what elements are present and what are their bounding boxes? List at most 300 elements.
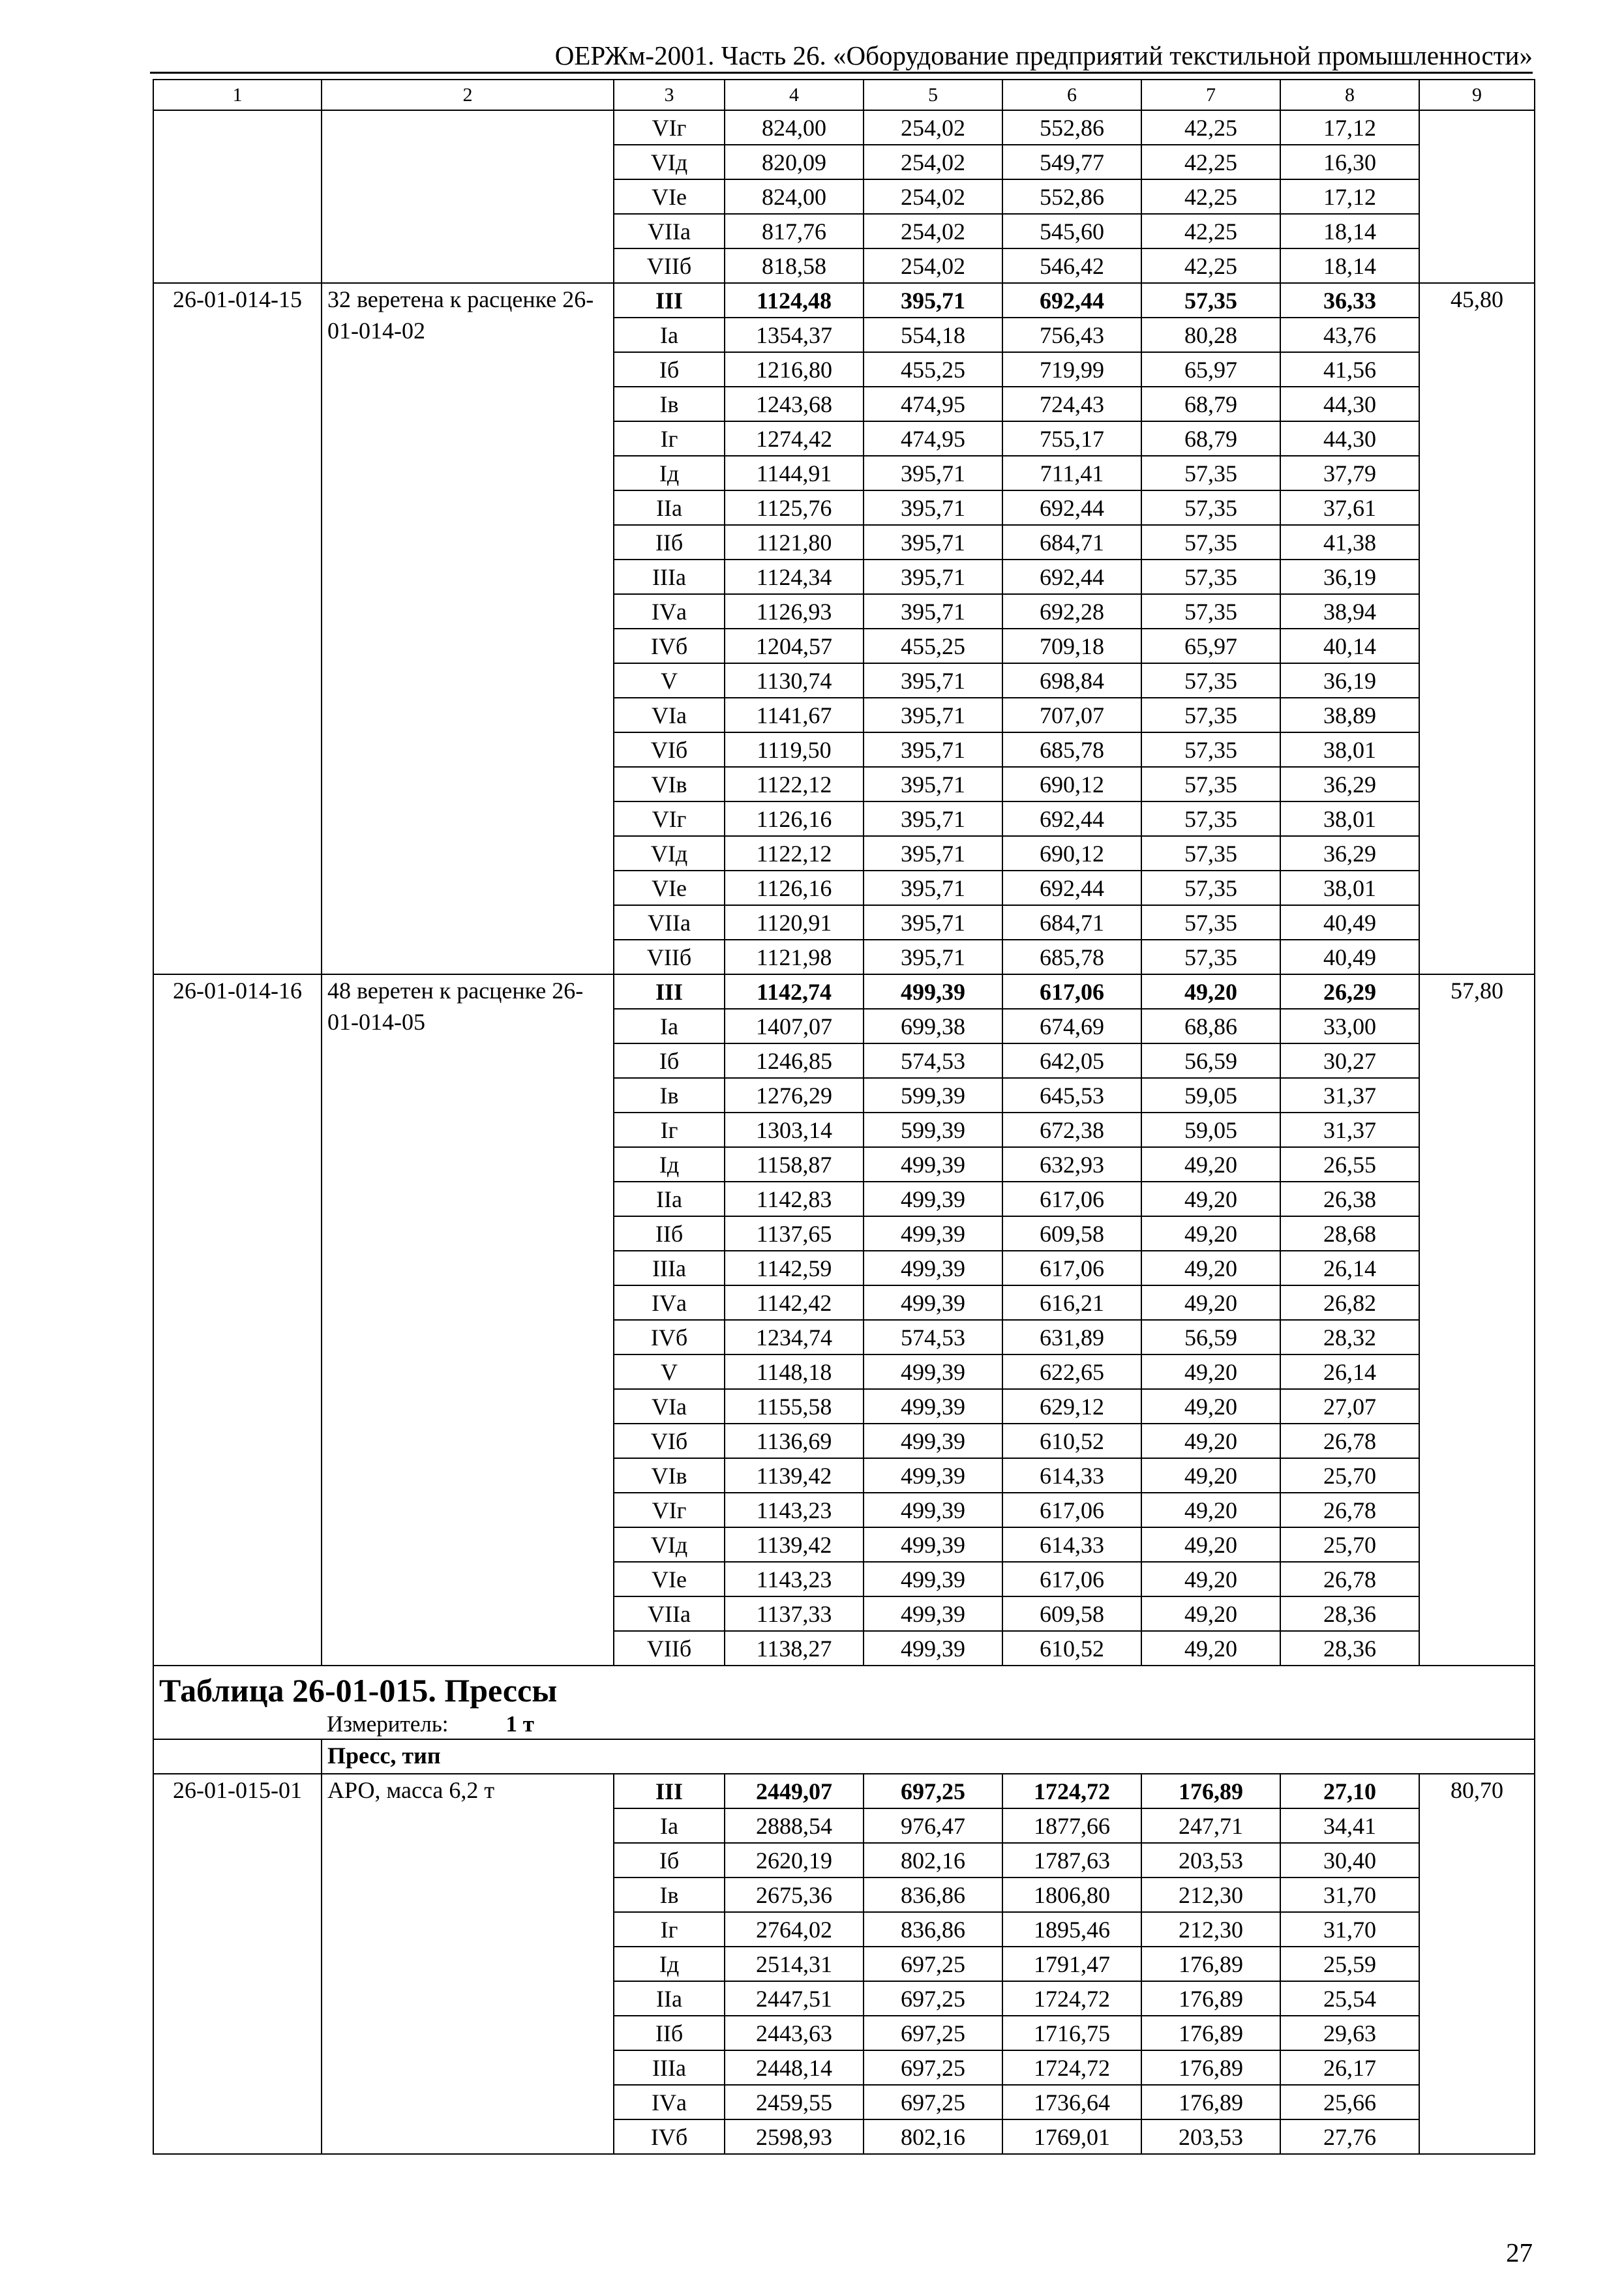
subheading-row [153,1739,1535,1774]
value-cell: 1787,63 [1002,1843,1141,1878]
value-cell: 685,78 [1002,732,1141,767]
value-cell: 1407,07 [725,1009,864,1043]
value-cell: 57,35 [1141,490,1280,525]
value-cell: 2514,31 [725,1947,864,1981]
value-cell: 499,39 [864,1251,1002,1285]
region-code: III [614,283,725,318]
value-cell: 26,78 [1280,1493,1419,1527]
meter-line [154,1709,1534,1739]
rates-table [153,79,1535,2155]
value-cell: 692,44 [1002,801,1141,836]
rate-code [153,110,322,283]
value-cell: 38,89 [1280,698,1419,732]
value-cell: 49,20 [1141,1285,1280,1320]
value-cell: 692,28 [1002,594,1141,629]
value-cell: 38,01 [1280,871,1419,905]
region-code: Iа [614,318,725,352]
value-cell: 247,71 [1141,1808,1280,1843]
region-code: VIIа [614,214,725,248]
region-code: VIг [614,801,725,836]
column-number: 7 [1141,80,1280,110]
section-header [153,1666,1535,1739]
region-code: IIб [614,2016,725,2050]
value-cell: 499,39 [864,1182,1002,1216]
region-code: IVб [614,1320,725,1354]
region-code: IIIа [614,2050,725,2085]
value-cell: 28,36 [1280,1631,1419,1666]
value-cell: 49,20 [1141,1458,1280,1493]
value-cell: 609,58 [1002,1596,1141,1631]
value-cell: 629,12 [1002,1389,1141,1424]
value-cell: 1141,67 [725,698,864,732]
value-cell: 820,09 [725,145,864,179]
value-cell: 395,71 [864,283,1002,318]
value-cell: 49,20 [1141,974,1280,1009]
value-cell: 1204,57 [725,629,864,663]
value-cell: 554,18 [864,318,1002,352]
region-code: IVа [614,2085,725,2119]
table-row [153,974,1535,1009]
value-cell: 574,53 [864,1320,1002,1354]
value-cell: 57,35 [1141,836,1280,871]
region-code: VIIб [614,1631,725,1666]
value-cell: 49,20 [1141,1596,1280,1631]
value-cell: 26,55 [1280,1147,1419,1182]
value-cell: 57,35 [1141,663,1280,698]
value-cell: 617,06 [1002,1493,1141,1527]
value-cell: 474,95 [864,387,1002,421]
value-cell: 1806,80 [1002,1878,1141,1912]
value-cell: 254,02 [864,179,1002,214]
value-cell: 1143,23 [725,1562,864,1596]
value-cell: 692,44 [1002,871,1141,905]
value-cell: 395,71 [864,525,1002,560]
value-cell: 719,99 [1002,352,1141,387]
value-cell: 1142,74 [725,974,864,1009]
value-cell: 1243,68 [725,387,864,421]
region-code: IIб [614,525,725,560]
value-cell: 40,49 [1280,905,1419,940]
value-cell: 36,19 [1280,663,1419,698]
value-cell: 2448,14 [725,2050,864,2085]
region-code: VIд [614,836,725,871]
value-cell: 65,97 [1141,352,1280,387]
value-cell: 499,39 [864,1458,1002,1493]
value-cell: 692,44 [1002,560,1141,594]
value-cell: 176,89 [1141,2016,1280,2050]
value-cell: 176,89 [1141,2050,1280,2085]
value-cell: 49,20 [1141,1251,1280,1285]
region-code: VIе [614,179,725,214]
value-cell: 1137,33 [725,1596,864,1631]
value-cell: 1736,64 [1002,2085,1141,2119]
value-cell: 1136,69 [725,1424,864,1458]
value-cell: 614,33 [1002,1458,1141,1493]
value-cell: 25,70 [1280,1527,1419,1562]
value-cell: 617,06 [1002,1251,1141,1285]
rate-code: 26-01-015-01 [153,1774,322,2154]
region-code: Iд [614,456,725,490]
meter-unit: 1 т [505,1711,534,1737]
value-cell: 42,25 [1141,179,1280,214]
column-9-value [1419,110,1535,283]
value-cell: 642,05 [1002,1043,1141,1078]
value-cell: 395,71 [864,456,1002,490]
rate-code: 26-01-014-16 [153,974,322,1666]
value-cell: 42,25 [1141,248,1280,283]
value-cell: 254,02 [864,248,1002,283]
value-cell: 697,25 [864,1947,1002,1981]
value-cell: 1124,34 [725,560,864,594]
value-cell: 26,78 [1280,1424,1419,1458]
value-cell: 1122,12 [725,836,864,871]
value-cell: 31,70 [1280,1912,1419,1947]
value-cell: 1142,59 [725,1251,864,1285]
value-cell: 57,35 [1141,767,1280,801]
value-cell: 49,20 [1141,1424,1280,1458]
value-cell: 176,89 [1141,1981,1280,2016]
value-cell: 212,30 [1141,1912,1280,1947]
value-cell: 25,59 [1280,1947,1419,1981]
value-cell: 549,77 [1002,145,1141,179]
value-cell: 57,35 [1141,594,1280,629]
value-cell: 802,16 [864,1843,1002,1878]
value-cell: 616,21 [1002,1285,1141,1320]
value-cell: 26,17 [1280,2050,1419,2085]
value-cell: 2764,02 [725,1912,864,1947]
value-cell: 57,35 [1141,456,1280,490]
value-cell: 49,20 [1141,1389,1280,1424]
table-row [153,1774,1535,1808]
value-cell: 36,33 [1280,283,1419,318]
value-cell: 499,39 [864,1527,1002,1562]
value-cell: 203,53 [1141,1843,1280,1878]
value-cell: 2620,19 [725,1843,864,1878]
value-cell: 499,39 [864,974,1002,1009]
region-code: IIб [614,1216,725,1251]
value-cell: 2598,93 [725,2119,864,2154]
value-cell: 28,68 [1280,1216,1419,1251]
region-code: VIб [614,732,725,767]
value-cell: 1877,66 [1002,1808,1141,1843]
value-cell: 44,30 [1280,387,1419,421]
table-row [153,110,1535,145]
value-cell: 33,00 [1280,1009,1419,1043]
region-code: VIIа [614,905,725,940]
value-cell: 68,79 [1141,387,1280,421]
value-cell: 709,18 [1002,629,1141,663]
value-cell: 59,05 [1141,1078,1280,1113]
value-cell: 499,39 [864,1562,1002,1596]
column-number: 8 [1280,80,1419,110]
value-cell: 1120,91 [725,905,864,940]
value-cell: 1276,29 [725,1078,864,1113]
column-number: 3 [614,80,725,110]
rate-code: 26-01-014-15 [153,283,322,974]
value-cell: 30,40 [1280,1843,1419,1878]
region-code: Iб [614,352,725,387]
value-cell: 698,84 [1002,663,1141,698]
value-cell: 30,27 [1280,1043,1419,1078]
region-code: Iа [614,1808,725,1843]
value-cell: 617,06 [1002,1182,1141,1216]
value-cell: 1138,27 [725,1631,864,1666]
value-cell: 59,05 [1141,1113,1280,1147]
value-cell: 254,02 [864,214,1002,248]
value-cell: 1124,48 [725,283,864,318]
value-cell: 34,41 [1280,1808,1419,1843]
value-cell: 976,47 [864,1808,1002,1843]
value-cell: 1246,85 [725,1043,864,1078]
section-title: Таблица 26-01-015. Прессы [159,1672,558,1709]
value-cell: 672,38 [1002,1113,1141,1147]
value-cell: 1148,18 [725,1354,864,1389]
value-cell: 690,12 [1002,836,1141,871]
region-code: IVб [614,2119,725,2154]
region-code: IVб [614,629,725,663]
value-cell: 212,30 [1141,1878,1280,1912]
column-number: 1 [153,80,322,110]
region-code: Iб [614,1843,725,1878]
value-cell: 395,71 [864,905,1002,940]
empty-cell [153,1739,322,1774]
region-code: VIе [614,871,725,905]
region-code: III [614,974,725,1009]
rate-name: АРО, масса 6,2 т [322,1774,614,2154]
value-cell: 27,07 [1280,1389,1419,1424]
region-code: Iг [614,421,725,456]
header-rule [150,72,1533,74]
value-cell: 1139,42 [725,1458,864,1493]
value-cell: 41,38 [1280,525,1419,560]
value-cell: 49,20 [1141,1493,1280,1527]
value-cell: 43,76 [1280,318,1419,352]
value-cell: 455,25 [864,629,1002,663]
value-cell: 254,02 [864,145,1002,179]
value-cell: 36,19 [1280,560,1419,594]
value-cell: 49,20 [1141,1631,1280,1666]
value-cell: 1121,98 [725,940,864,974]
region-code: VIа [614,1389,725,1424]
column-9-value: 57,80 [1419,974,1535,1666]
value-cell: 818,58 [725,248,864,283]
column-number: 9 [1419,80,1535,110]
region-code: V [614,663,725,698]
value-cell: 574,53 [864,1043,1002,1078]
value-cell: 674,69 [1002,1009,1141,1043]
value-cell: 57,35 [1141,560,1280,594]
region-code: Iв [614,1078,725,1113]
value-cell: 395,71 [864,801,1002,836]
region-code: VIг [614,1493,725,1527]
value-cell: 31,70 [1280,1878,1419,1912]
region-code: IVа [614,1285,725,1320]
value-cell: 711,41 [1002,456,1141,490]
value-cell: 1724,72 [1002,1774,1141,1808]
running-header: ОЕРЖм-2001. Часть 26. «Оборудование предприятий текстильной промышленности» [554,40,1533,70]
region-code: Iг [614,1113,725,1147]
value-cell: 26,14 [1280,1354,1419,1389]
region-code: Iб [614,1043,725,1078]
value-cell: 645,53 [1002,1078,1141,1113]
value-cell: 622,65 [1002,1354,1141,1389]
value-cell: 1143,23 [725,1493,864,1527]
region-code: IIIа [614,560,725,594]
rates-table-body [153,80,1535,2154]
value-cell: 38,94 [1280,594,1419,629]
column-number: 4 [725,80,864,110]
value-cell: 685,78 [1002,940,1141,974]
region-code: VIб [614,1424,725,1458]
value-cell: 499,39 [864,1147,1002,1182]
value-cell: 1724,72 [1002,1981,1141,2016]
subheading: Пресс, тип [322,1739,1535,1774]
value-cell: 26,14 [1280,1251,1419,1285]
value-cell: 1895,46 [1002,1912,1141,1947]
region-code: VIIб [614,940,725,974]
value-cell: 1158,87 [725,1147,864,1182]
value-cell: 80,28 [1141,318,1280,352]
value-cell: 1119,50 [725,732,864,767]
column-number-row [153,80,1535,110]
region-code: VIг [614,110,725,145]
value-cell: 49,20 [1141,1527,1280,1562]
value-cell: 17,12 [1280,110,1419,145]
table-row [153,283,1535,318]
value-cell: 632,93 [1002,1147,1141,1182]
value-cell: 1142,83 [725,1182,864,1216]
value-cell: 56,59 [1141,1043,1280,1078]
value-cell: 395,71 [864,594,1002,629]
value-cell: 40,49 [1280,940,1419,974]
value-cell: 692,44 [1002,490,1141,525]
value-cell: 395,71 [864,490,1002,525]
value-cell: 18,14 [1280,248,1419,283]
value-cell: 724,43 [1002,387,1141,421]
value-cell: 16,30 [1280,145,1419,179]
value-cell: 57,35 [1141,801,1280,836]
value-cell: 697,25 [864,1774,1002,1808]
value-cell: 27,10 [1280,1774,1419,1808]
value-cell: 57,35 [1141,871,1280,905]
value-cell: 1303,14 [725,1113,864,1147]
value-cell: 31,37 [1280,1113,1419,1147]
value-cell: 756,43 [1002,318,1141,352]
value-cell: 684,71 [1002,525,1141,560]
value-cell: 802,16 [864,2119,1002,2154]
value-cell: 474,95 [864,421,1002,456]
value-cell: 57,35 [1141,698,1280,732]
meter-label: Измеритель: [327,1711,449,1737]
value-cell: 176,89 [1141,1774,1280,1808]
region-code: Iг [614,1912,725,1947]
value-cell: 699,38 [864,1009,1002,1043]
value-cell: 499,39 [864,1216,1002,1251]
value-cell: 28,36 [1280,1596,1419,1631]
value-cell: 1144,91 [725,456,864,490]
value-cell: 631,89 [1002,1320,1141,1354]
value-cell: 609,58 [1002,1216,1141,1251]
value-cell: 1139,42 [725,1527,864,1562]
value-cell: 56,59 [1141,1320,1280,1354]
column-number: 6 [1002,80,1141,110]
value-cell: 684,71 [1002,905,1141,940]
value-cell: 1126,16 [725,801,864,836]
value-cell: 690,12 [1002,767,1141,801]
value-cell: 546,42 [1002,248,1141,283]
value-cell: 1354,37 [725,318,864,352]
value-cell: 499,39 [864,1285,1002,1320]
region-code: VIIб [614,248,725,283]
value-cell: 38,01 [1280,801,1419,836]
value-cell: 610,52 [1002,1424,1141,1458]
value-cell: 499,39 [864,1354,1002,1389]
value-cell: 1122,12 [725,767,864,801]
value-cell: 824,00 [725,110,864,145]
region-code: V [614,1354,725,1389]
region-code: VIв [614,1458,725,1493]
value-cell: 176,89 [1141,1947,1280,1981]
value-cell: 31,37 [1280,1078,1419,1113]
value-cell: 49,20 [1141,1147,1280,1182]
value-cell: 26,82 [1280,1285,1419,1320]
value-cell: 57,35 [1141,905,1280,940]
value-cell: 617,06 [1002,1562,1141,1596]
value-cell: 1142,42 [725,1285,864,1320]
value-cell: 2888,54 [725,1808,864,1843]
value-cell: 697,25 [864,2050,1002,2085]
value-cell: 1724,72 [1002,2050,1141,2085]
value-cell: 395,71 [864,940,1002,974]
value-cell: 1216,80 [725,352,864,387]
value-cell: 26,29 [1280,974,1419,1009]
value-cell: 37,79 [1280,456,1419,490]
value-cell: 499,39 [864,1389,1002,1424]
region-code: IIа [614,1182,725,1216]
value-cell: 817,76 [725,214,864,248]
value-cell: 40,14 [1280,629,1419,663]
value-cell: 68,79 [1141,421,1280,456]
value-cell: 49,20 [1141,1354,1280,1389]
value-cell: 1126,93 [725,594,864,629]
value-cell: 2459,55 [725,2085,864,2119]
value-cell: 203,53 [1141,2119,1280,2154]
region-code: Iд [614,1947,725,1981]
value-cell: 395,71 [864,767,1002,801]
value-cell: 49,20 [1141,1562,1280,1596]
value-cell: 49,20 [1141,1216,1280,1251]
region-code: VIд [614,145,725,179]
value-cell: 836,86 [864,1912,1002,1947]
column-number: 5 [864,80,1002,110]
value-cell: 499,39 [864,1596,1002,1631]
value-cell: 2443,63 [725,2016,864,2050]
value-cell: 25,70 [1280,1458,1419,1493]
value-cell: 395,71 [864,836,1002,871]
value-cell: 599,39 [864,1113,1002,1147]
value-cell: 1716,75 [1002,2016,1141,2050]
value-cell: 254,02 [864,110,1002,145]
value-cell: 65,97 [1141,629,1280,663]
value-cell: 395,71 [864,732,1002,767]
value-cell: 1125,76 [725,490,864,525]
value-cell: 37,61 [1280,490,1419,525]
region-code: VIд [614,1527,725,1562]
region-code: Iв [614,387,725,421]
value-cell: 2449,07 [725,1774,864,1808]
value-cell: 17,12 [1280,179,1419,214]
region-code: III [614,1774,725,1808]
